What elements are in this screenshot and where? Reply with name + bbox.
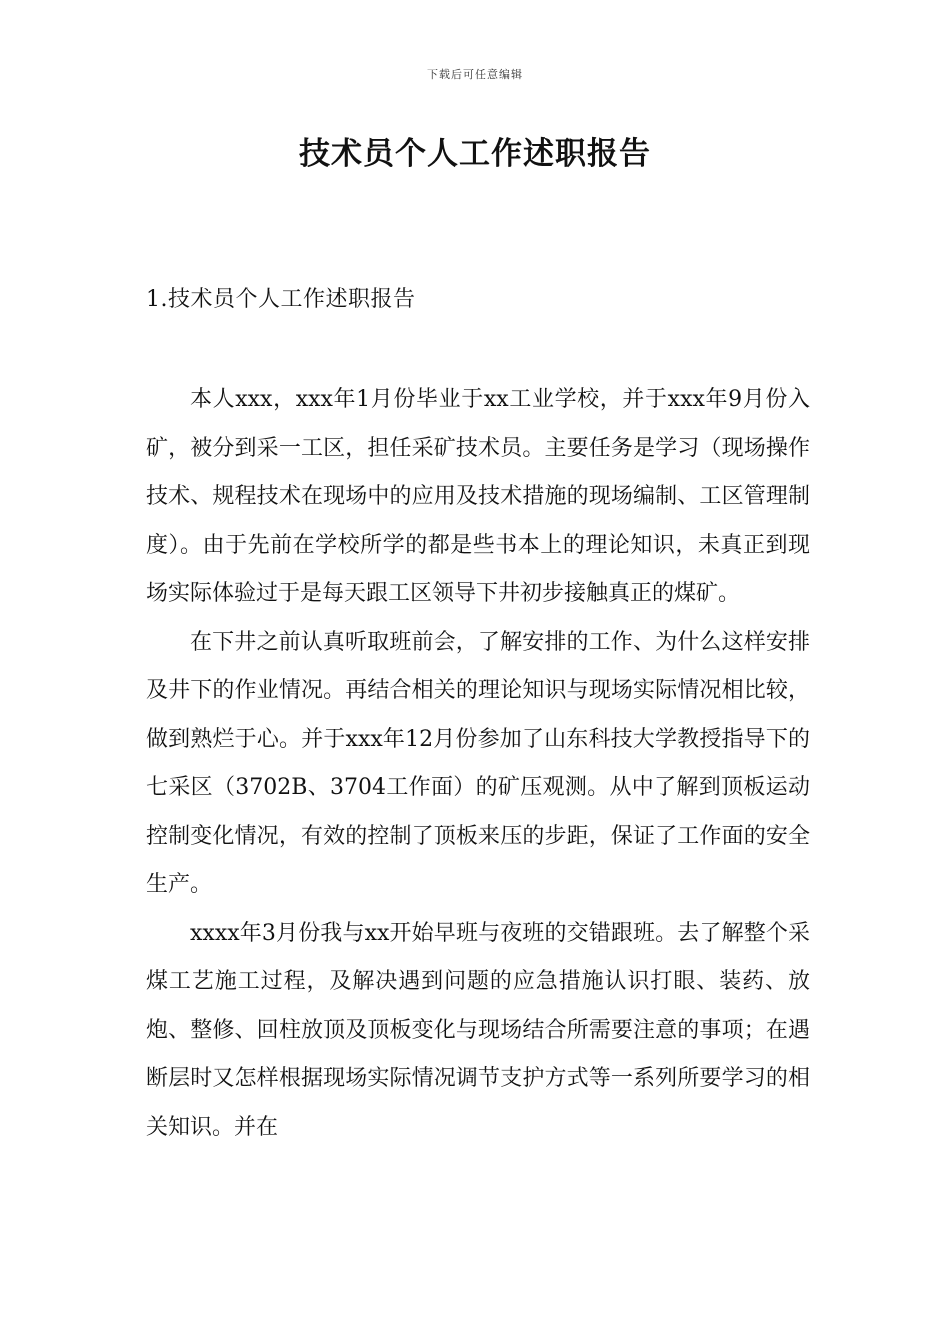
paragraph-1: 本人xxx，xxx年1月份毕业于xx工业学校，并于xxx年9月份入矿，被分到采一工区，担任采矿技术员。主要任务是学习（现场操作技术、规程技术在现场中的应用及技术措施的现场编制、工区管理制度）。由于先前在学校所学的都是些书本上的理论知识，未真正到现场实际体验过于是每天跟工区领导下井初步接触真正的煤矿。 <box>146 387 810 606</box>
document-body <box>146 376 810 1152</box>
section-heading: 1.技术员个人工作述职报告 <box>146 287 416 312</box>
paragraph-3: xxxx年3月份我与xx开始早班与夜班的交错跟班。去了解整个采煤工艺施工过程，及解决遇到问题的应急措施认识打眼、装药、放炮、整修、回柱放顶及顶板变化与现场结合所需要注意的事项；在遇断层时又怎样根据现场实际情况调节支护方式等一系列所要学习的相关知识。并在 <box>146 920 810 1140</box>
document-title: 技术员个人工作述职报告 <box>299 136 651 172</box>
paragraph-2: 在下井之前认真听取班前会，了解安排的工作、为什么这样安排及井下的作业情况。再结合相关的理论知识与现场实际情况相比较，做到熟烂于心。并于xxx年12月份参加了山东科技大学教授指导下的七采区（3702B、3704工作面）的矿压观测。从中了解到顶板运动控制变化情况，有效的控制了顶板来压的步距，保证了工作面的安全生产。 <box>146 629 810 897</box>
header-note: 下载后可任意编辑 <box>427 68 523 81</box>
